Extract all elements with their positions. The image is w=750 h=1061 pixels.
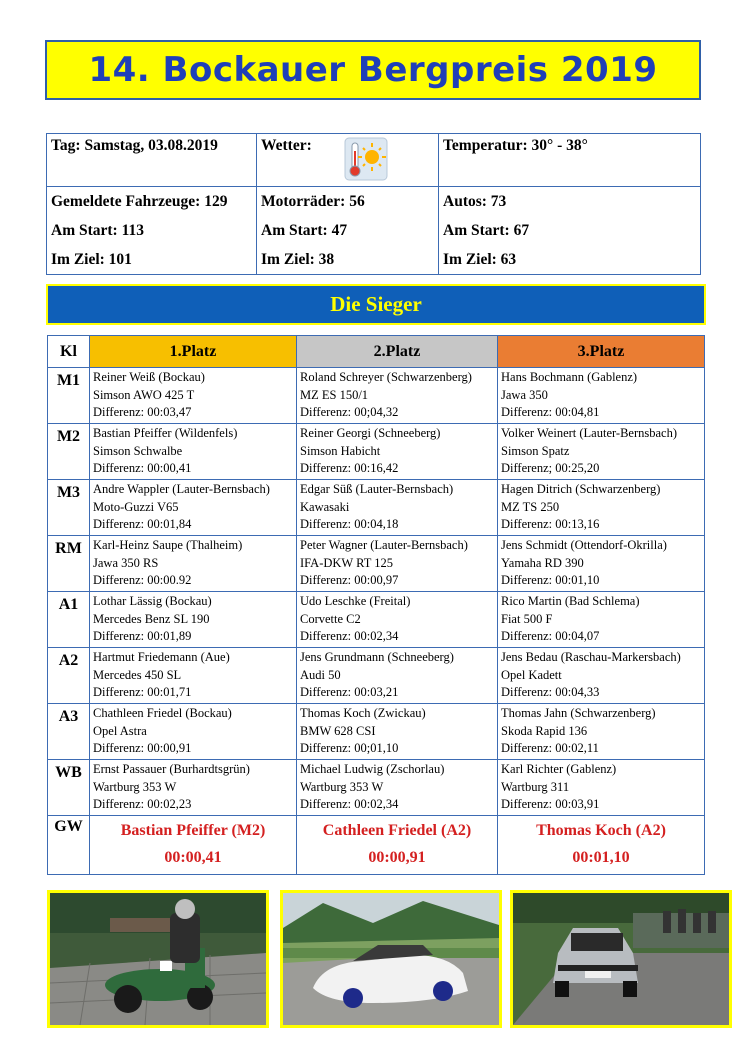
motorcycle-photo xyxy=(47,890,269,1028)
info-started: Am Start: 113 xyxy=(51,222,144,239)
result-cell-p3 xyxy=(498,592,705,648)
vehicle: IFA-DKW RT 125 xyxy=(300,555,393,570)
class-label: M2 xyxy=(48,424,90,480)
result-row xyxy=(48,592,705,648)
vehicle: Simson Spatz xyxy=(501,443,570,458)
time-difference: Differenz: 00:00,91 xyxy=(93,741,192,755)
overall-winner-time: 00:01,10 xyxy=(572,849,630,866)
result-row xyxy=(48,648,705,704)
time-difference: Differenz: 00:01,84 xyxy=(93,517,192,531)
info-registered: Gemeldete Fahrzeuge: 129 xyxy=(51,193,228,210)
vehicle: Wartburg 353 W xyxy=(93,779,177,794)
class-label: WB xyxy=(48,760,90,816)
result-cell-p1 xyxy=(90,424,297,480)
result-cell-p3 xyxy=(498,424,705,480)
class-label: M1 xyxy=(48,368,90,424)
result-cell-p1 xyxy=(90,704,297,760)
class-label: GW xyxy=(48,816,90,875)
time-difference: Differenz: 00:03,91 xyxy=(501,797,600,811)
overall-winner-time: 00:00,91 xyxy=(368,849,426,866)
header-class: Kl xyxy=(48,336,90,368)
result-cell-p2 xyxy=(297,480,498,536)
driver-name: Rico Martin (Bad Schlema) xyxy=(501,594,640,608)
result-row xyxy=(48,760,705,816)
info-motorcycles: Motorräder: 56 xyxy=(261,193,365,210)
overall-winner-name: Thomas Koch (A2) xyxy=(536,822,666,839)
result-cell-p2 xyxy=(297,536,498,592)
overall-winner-name: Bastian Pfeiffer (M2) xyxy=(120,822,266,839)
result-row xyxy=(48,424,705,480)
car-photo-opel xyxy=(280,890,502,1028)
result-cell-p1 xyxy=(90,480,297,536)
title-banner xyxy=(45,40,701,100)
info-motorcycles-cell xyxy=(257,187,439,275)
vehicle: Kawasaki xyxy=(300,499,350,514)
vehicle: MZ TS 250 xyxy=(501,499,560,514)
class-label: M3 xyxy=(48,480,90,536)
driver-name: Chathleen Friedel (Bockau) xyxy=(93,706,232,720)
driver-name: Lothar Lässig (Bockau) xyxy=(93,594,212,608)
time-difference: Differenz: 00:03,21 xyxy=(300,685,399,699)
header-first-place: 1.Platz xyxy=(90,336,297,368)
header-third-place: 3.Platz xyxy=(498,336,705,368)
class-label: A1 xyxy=(48,592,90,648)
time-difference: Differenz: 00:00,41 xyxy=(93,461,192,475)
driver-name: Thomas Koch (Zwickau) xyxy=(300,706,426,720)
vehicle: Jawa 350 RS xyxy=(93,555,159,570)
driver-name: Hagen Ditrich (Schwarzenberg) xyxy=(501,482,661,496)
result-cell-p3 xyxy=(498,480,705,536)
driver-name: Michael Ludwig (Zschorlau) xyxy=(300,762,445,776)
result-cell-p3 xyxy=(498,536,705,592)
results-header-row xyxy=(48,336,705,368)
motorcycle-photo-image xyxy=(50,893,266,1025)
driver-name: Udo Leschke (Freital) xyxy=(300,594,411,608)
info-finished: Im Ziel: 101 xyxy=(51,251,132,268)
winners-heading: Die Sieger xyxy=(330,292,422,316)
info-temperature-cell xyxy=(439,134,701,187)
result-cell-p3 xyxy=(498,704,705,760)
overall-winner-p2 xyxy=(297,816,498,875)
driver-name: Karl-Heinz Saupe (Thalheim) xyxy=(93,538,243,552)
time-difference: Differenz: 00:04,81 xyxy=(501,405,600,419)
vehicle: Corvette C2 xyxy=(300,611,361,626)
driver-name: Reiner Weiß (Bockau) xyxy=(93,370,205,384)
page-title: 14. Bockauer Bergpreis 2019 xyxy=(88,50,658,90)
driver-name: Ernst Passauer (Burhardtsgrün) xyxy=(93,762,250,776)
vehicle: Simson AWO 425 T xyxy=(93,387,195,402)
driver-name: Reiner Georgi (Schneeberg) xyxy=(300,426,441,440)
driver-name: Jens Grundmann (Schneeberg) xyxy=(300,650,454,664)
info-motorcycles-started: Am Start: 47 xyxy=(261,222,348,239)
driver-name: Hans Bochmann (Gablenz) xyxy=(501,370,638,384)
car-photo-bmw-image xyxy=(513,893,729,1025)
time-difference: Differenz: 00:13,16 xyxy=(501,517,600,531)
info-cars-finished: Im Ziel: 63 xyxy=(443,251,517,268)
time-difference: Differenz: 00;04,32 xyxy=(300,405,399,419)
driver-name: Bastian Pfeiffer (Wildenfels) xyxy=(93,426,238,440)
result-cell-p1 xyxy=(90,760,297,816)
header-second-place: 2.Platz xyxy=(297,336,498,368)
info-motorcycles-finished: Im Ziel: 38 xyxy=(261,251,335,268)
overall-winner-name: Cathleen Friedel (A2) xyxy=(322,822,472,839)
vehicle: Yamaha RD 390 xyxy=(501,555,584,570)
driver-name: Karl Richter (Gablenz) xyxy=(501,762,617,776)
time-difference: Differenz: 00:02,34 xyxy=(300,797,399,811)
class-label: RM xyxy=(48,536,90,592)
driver-name: Peter Wagner (Lauter-Bernsbach) xyxy=(300,538,468,552)
driver-name: Edgar Süß (Lauter-Bernsbach) xyxy=(300,482,454,496)
overall-winner-time: 00:00,41 xyxy=(164,849,222,866)
driver-name: Jens Schmidt (Ottendorf-Okrilla) xyxy=(501,538,667,552)
result-row xyxy=(48,704,705,760)
result-row xyxy=(48,368,705,424)
driver-name: Roland Schreyer (Schwarzenberg) xyxy=(300,370,472,384)
vehicle: Mercedes 450 SL xyxy=(93,667,182,682)
vehicle: BMW 628 CSI xyxy=(300,723,376,738)
result-cell-p2 xyxy=(297,592,498,648)
class-label: A2 xyxy=(48,648,90,704)
vehicle: Wartburg 353 W xyxy=(300,779,384,794)
result-cell-p1 xyxy=(90,592,297,648)
time-difference: Differenz: 00:02,34 xyxy=(300,629,399,643)
result-cell-p2 xyxy=(297,424,498,480)
time-difference: Differenz: 00:01,10 xyxy=(501,573,600,587)
result-cell-p3 xyxy=(498,368,705,424)
driver-name: Andre Wappler (Lauter-Bernsbach) xyxy=(93,482,270,496)
result-cell-p3 xyxy=(498,648,705,704)
time-difference: Differenz: 00:02,11 xyxy=(501,741,599,755)
time-difference: Differenz: 00:01,89 xyxy=(93,629,192,643)
time-difference: Differenz; 00:25,20 xyxy=(501,461,600,475)
vehicle: Simson Habicht xyxy=(300,443,381,458)
info-date-cell xyxy=(47,134,257,187)
driver-name: Hartmut Friedemann (Aue) xyxy=(93,650,230,664)
info-cars-cell xyxy=(439,187,701,275)
event-info-table xyxy=(46,133,701,275)
result-cell-p3 xyxy=(498,760,705,816)
vehicle: Opel Astra xyxy=(93,723,147,738)
class-label: A3 xyxy=(48,704,90,760)
time-difference: Differenz: 00;01,10 xyxy=(300,741,399,755)
vehicle: Skoda Rapid 136 xyxy=(501,723,588,738)
result-cell-p2 xyxy=(297,760,498,816)
info-cars-started: Am Start: 67 xyxy=(443,222,530,239)
result-cell-p1 xyxy=(90,368,297,424)
driver-name: Jens Bedau (Raschau-Markersbach) xyxy=(501,650,681,664)
vehicle: MZ ES 150/1 xyxy=(300,387,369,402)
sun-thermometer-icon xyxy=(344,137,388,186)
time-difference: Differenz: 00:00.92 xyxy=(93,573,192,587)
info-temperature: Temperatur: 30° - 38° xyxy=(443,137,588,154)
overall-winner-row xyxy=(48,816,705,875)
vehicle: Wartburg 311 xyxy=(501,779,570,794)
info-weather-cell xyxy=(257,134,439,187)
car-photo-bmw xyxy=(510,890,732,1028)
vehicle: Audi 50 xyxy=(300,667,341,682)
overall-winner-p3 xyxy=(498,816,705,875)
time-difference: Differenz: 00:04,07 xyxy=(501,629,600,643)
result-cell-p2 xyxy=(297,368,498,424)
winners-banner xyxy=(46,284,706,325)
vehicle: Jawa 350 xyxy=(501,387,548,402)
result-cell-p2 xyxy=(297,704,498,760)
vehicle: Fiat 500 F xyxy=(501,611,553,626)
time-difference: Differenz: 00:04,33 xyxy=(501,685,600,699)
info-cars: Autos: 73 xyxy=(443,193,507,210)
time-difference: Differenz: 00:01,71 xyxy=(93,685,192,699)
time-difference: Differenz: 00:00,97 xyxy=(300,573,399,587)
result-cell-p2 xyxy=(297,648,498,704)
vehicle: Simson Schwalbe xyxy=(93,443,183,458)
info-date: Tag: Samstag, 03.08.2019 xyxy=(51,137,218,154)
time-difference: Differenz: 00:02,23 xyxy=(93,797,192,811)
result-row xyxy=(48,536,705,592)
time-difference: Differenz: 00:03,47 xyxy=(93,405,192,419)
vehicle: Moto-Guzzi V65 xyxy=(93,499,179,514)
overall-winner-p1 xyxy=(90,816,297,875)
result-cell-p1 xyxy=(90,536,297,592)
result-row xyxy=(48,480,705,536)
vehicle: Mercedes Benz SL 190 xyxy=(93,611,210,626)
info-weather-label: Wetter: xyxy=(261,137,312,154)
driver-name: Volker Weinert (Lauter-Bernsbach) xyxy=(501,426,677,440)
result-cell-p1 xyxy=(90,648,297,704)
results-table xyxy=(47,335,705,875)
time-difference: Differenz: 00:04,18 xyxy=(300,517,399,531)
time-difference: Differenz: 00:16,42 xyxy=(300,461,399,475)
driver-name: Thomas Jahn (Schwarzenberg) xyxy=(501,706,656,720)
car-photo-opel-image xyxy=(283,893,499,1025)
vehicle: Opel Kadett xyxy=(501,667,562,682)
info-totals-cell xyxy=(47,187,257,275)
